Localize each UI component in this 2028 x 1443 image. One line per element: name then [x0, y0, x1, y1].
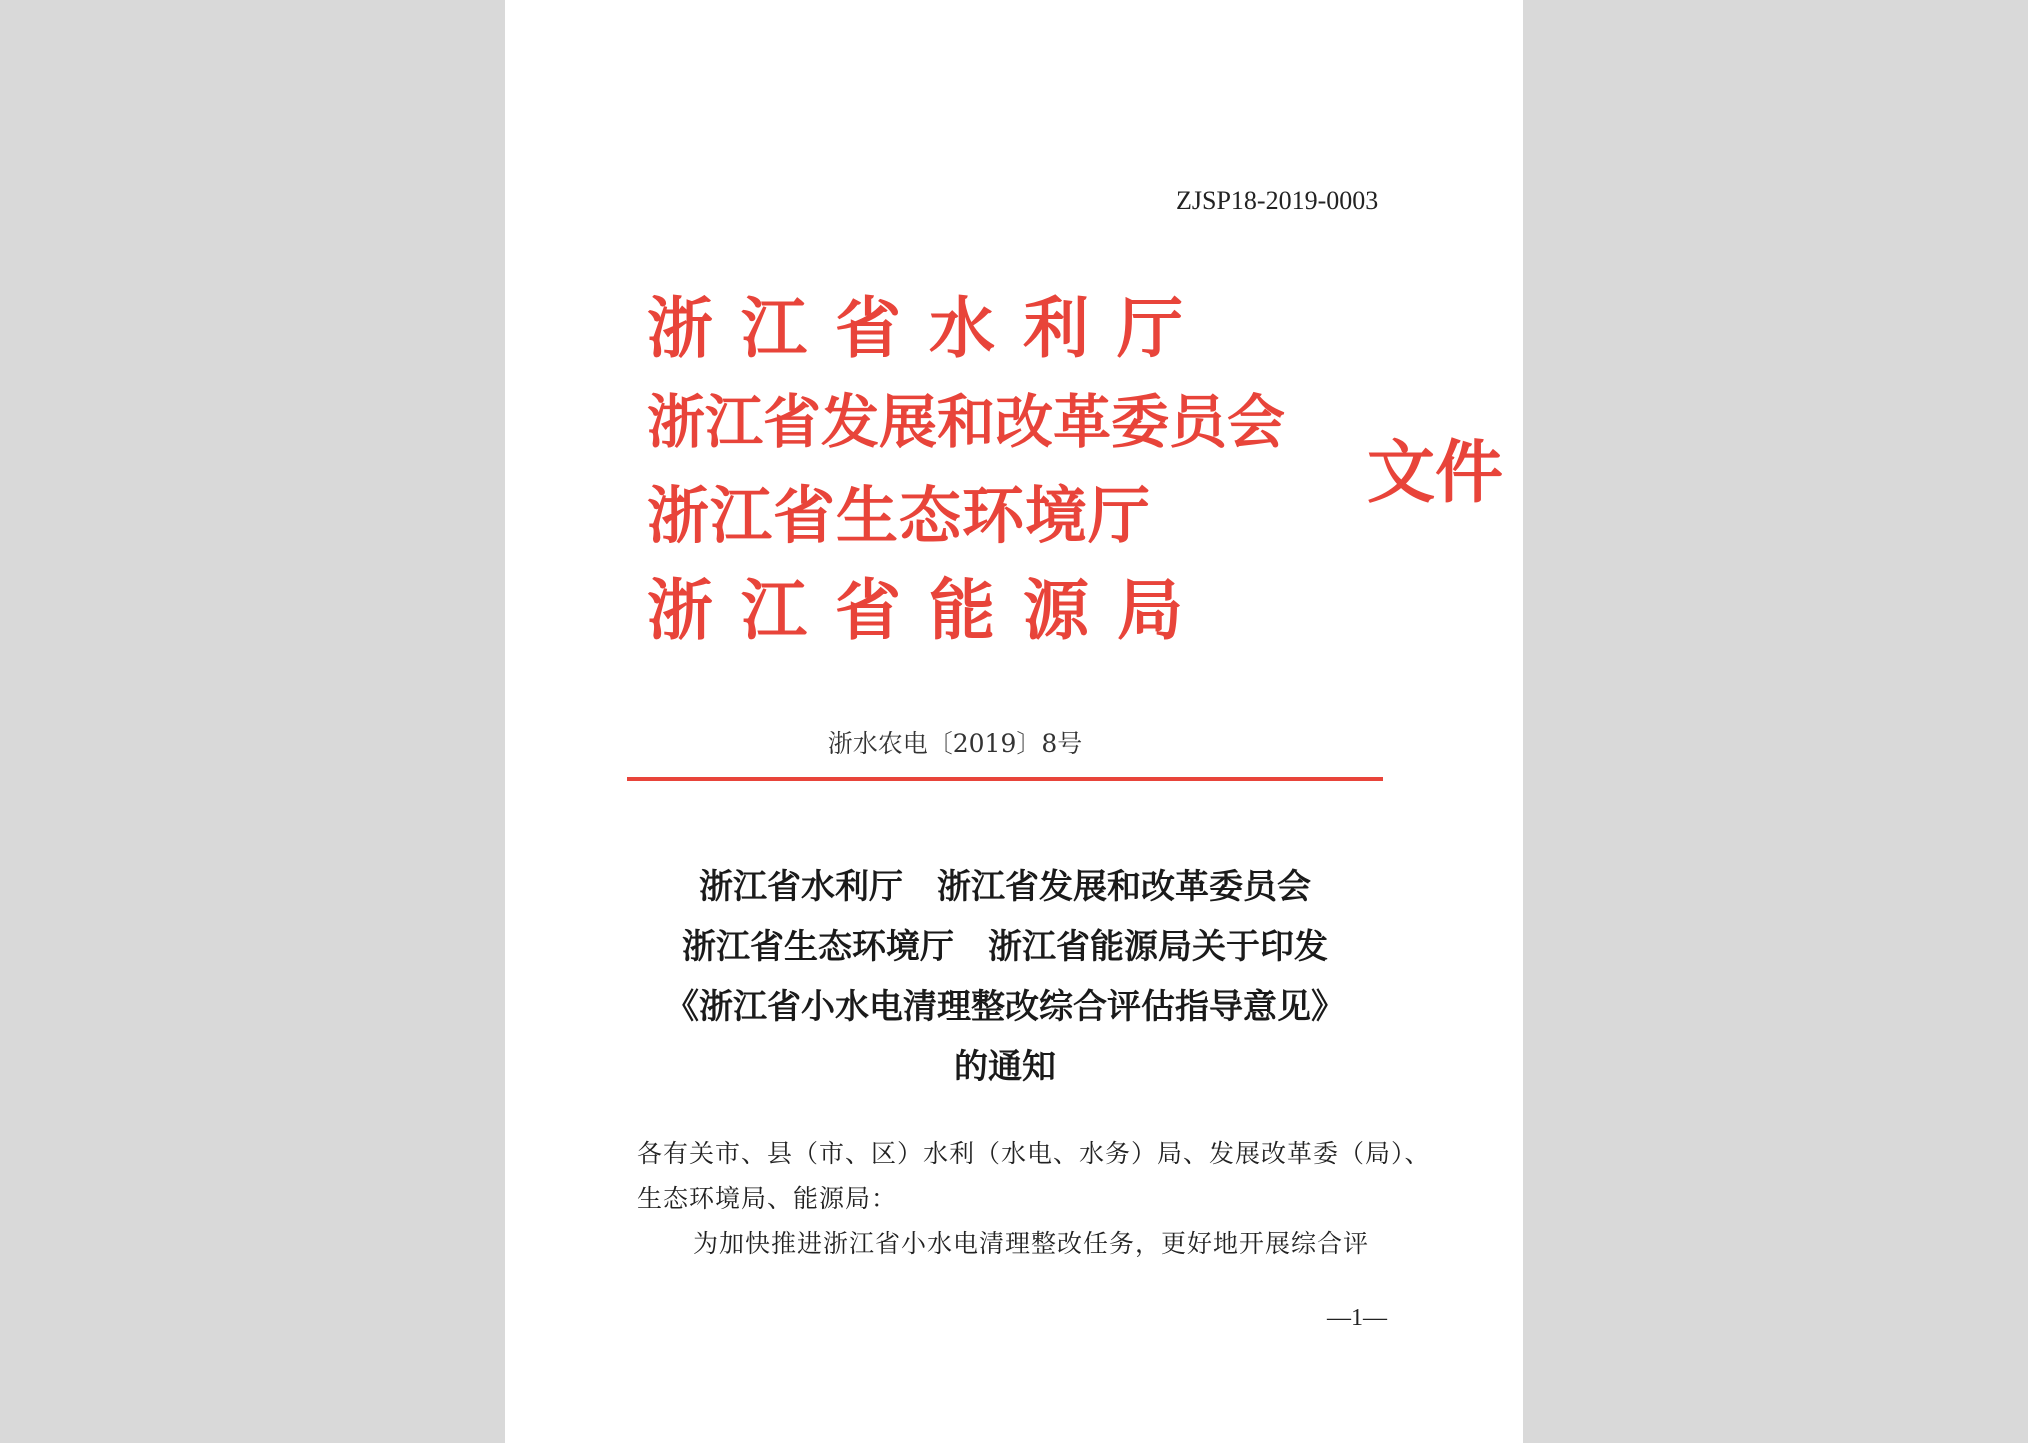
document-title [615, 858, 1395, 1098]
red-divider-line [627, 777, 1383, 781]
document-body [637, 1132, 1431, 1272]
title-line: 浙江省水利厅 浙江省发展和改革委员会 [699, 867, 1311, 907]
body-line: 生态环境局、能源局： [637, 1184, 898, 1213]
body-line: 各有关市、县（市、区）水利（水电、水务）局、发展改革委（局）、 [637, 1139, 1431, 1168]
page-number: —1— [1327, 1305, 1387, 1331]
file-word: 文件 [1367, 433, 1504, 513]
title-line: 《浙江省小水电清理整改综合评估指导意见》 [665, 987, 1345, 1027]
agency-name: 浙江省发展和改革委员会 [647, 388, 1286, 456]
document-page [505, 0, 1523, 1443]
issuing-agencies-header [647, 283, 1504, 658]
document-code: ZJSP18-2019-0003 [1176, 186, 1379, 215]
body-line: 为加快推进浙江省小水电清理整改任务，更好地开展综合评 [693, 1229, 1370, 1258]
agency-name: 浙江省水利厅 [647, 289, 1211, 367]
issue-number: 浙水农电〔2019〕8号 [827, 729, 1083, 758]
title-line: 的通知 [954, 1047, 1056, 1087]
agency-name: 浙江省生态环境厅 [647, 479, 1152, 552]
agency-name: 浙江省能源局 [647, 571, 1211, 649]
title-line: 浙江省生态环境厅 浙江省能源局关于印发 [682, 927, 1328, 967]
